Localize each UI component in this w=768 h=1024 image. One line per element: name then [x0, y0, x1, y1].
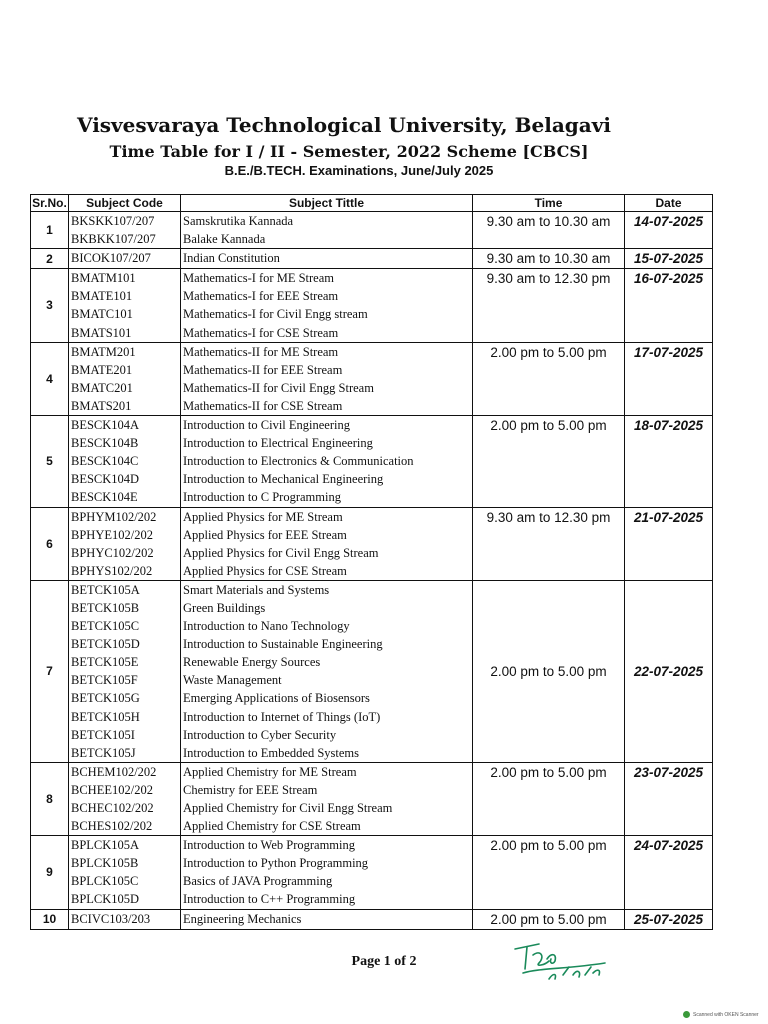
- row-time: 2.00 pm to 5.00 pm: [473, 836, 625, 909]
- row-srno: 10: [31, 909, 69, 929]
- scanner-watermark: [683, 1011, 759, 1018]
- row-date: 18-07-2025: [625, 416, 713, 507]
- subject-title: Applied Chemistry for Civil Engg Stream: [183, 801, 393, 815]
- row-subject-titles: [181, 342, 473, 415]
- row-time: 2.00 pm to 5.00 pm: [473, 909, 625, 929]
- row-time: 9.30 am to 10.30 am: [473, 249, 625, 269]
- row-subject-codes: [69, 416, 181, 507]
- subject-code: BKSKK107/207: [71, 214, 155, 228]
- subject-code: BPHYS102/202: [71, 563, 153, 578]
- subject-title: Emerging Applications of Biosensors: [183, 691, 370, 706]
- subject-title: Introduction to Cyber Security: [183, 727, 337, 742]
- timetable-title: Time Table for I / II - Semester, 2022 Scheme [CBCS]: [109, 142, 589, 161]
- subject-code: BICOK107/207: [71, 251, 151, 266]
- row-srno: 9: [31, 836, 69, 909]
- subject-code: BETCK105B: [71, 600, 140, 615]
- subject-title: Smart Materials and Systems: [183, 582, 330, 597]
- subject-code: BCHES102/202: [71, 819, 153, 834]
- subject-title: Mathematics-II for Civil Engg Stream: [183, 380, 374, 395]
- subject-code: BPLCK105A: [71, 838, 140, 853]
- subject-title: Introduction to Web Programming: [183, 838, 356, 853]
- subject-title: Mathematics-I for ME Stream: [183, 271, 334, 286]
- subject-code: BMATC201: [71, 380, 133, 395]
- row-subject-titles: [181, 836, 473, 909]
- subject-title: Applied Physics for CSE Stream: [183, 563, 347, 578]
- row-subject-titles: [181, 580, 473, 762]
- subject-title: Introduction to Civil Engineering: [183, 418, 350, 433]
- row-time: 9.30 am to 10.30 am: [473, 212, 625, 249]
- subject-code: BCHEC102/202: [71, 801, 154, 815]
- row-srno: 2: [31, 249, 69, 269]
- subject-title: Introduction to Nano Technology: [183, 619, 350, 634]
- subject-title: Mathematics-I for Civil Engg stream: [183, 307, 368, 322]
- subject-title: Introduction to Electrical Engineering: [183, 436, 373, 451]
- header-time: Time: [473, 195, 625, 212]
- subject-code: BPHYE102/202: [71, 527, 153, 542]
- subject-title: Introduction to Sustainable Engineering: [183, 637, 383, 652]
- subject-code: BPLCK105C: [71, 874, 139, 889]
- subject-code: BMATM101: [71, 271, 136, 286]
- row-srno: 8: [31, 762, 69, 835]
- subject-title: Chemistry for EEE Stream: [183, 782, 318, 797]
- subject-code: BPHYC102/202: [71, 545, 154, 560]
- subject-code: BESCK104C: [71, 454, 139, 469]
- row-subject-codes: [69, 909, 181, 929]
- subject-code: BPHYM102/202: [71, 509, 157, 524]
- row-srno: 1: [31, 212, 69, 249]
- row-time: 2.00 pm to 5.00 pm: [473, 342, 625, 415]
- timetable-table: [30, 194, 713, 930]
- header-subject-title: Subject Tittle: [181, 195, 473, 212]
- row-subject-titles: [181, 249, 473, 269]
- table-row: [31, 269, 713, 342]
- row-date: 25-07-2025: [625, 909, 713, 929]
- row-subject-codes: [69, 249, 181, 269]
- subject-code: BESCK104E: [71, 490, 138, 505]
- subject-title: Introduction to C Programming: [183, 490, 341, 505]
- row-date: 15-07-2025: [625, 249, 713, 269]
- row-date: 17-07-2025: [625, 342, 713, 415]
- subject-title: Balake Kannada: [183, 232, 266, 247]
- subject-title: Green Buildings: [183, 600, 266, 615]
- subject-code: BETCK105E: [71, 655, 139, 670]
- subject-title: Introduction to Electronics & Communication: [183, 454, 414, 469]
- university-title: Visvesvaraya Technological University, Belagavi: [77, 113, 611, 137]
- row-date: 24-07-2025: [625, 836, 713, 909]
- row-subject-codes: [69, 269, 181, 342]
- row-srno: 5: [31, 416, 69, 507]
- row-time: 2.00 pm to 5.00 pm: [473, 580, 625, 762]
- subject-code: BESCK104D: [71, 472, 140, 487]
- subject-code: BETCK105H: [71, 709, 140, 724]
- subject-code: BMATC101: [71, 307, 133, 322]
- subject-title: Introduction to Embedded Systems: [183, 745, 360, 760]
- row-time: 2.00 pm to 5.00 pm: [473, 762, 625, 835]
- subject-title: Engineering Mechanics: [183, 911, 302, 926]
- row-date: 23-07-2025: [625, 762, 713, 835]
- table-row: [31, 836, 713, 909]
- table-header-row: [31, 195, 713, 212]
- subject-title: Mathematics-II for EEE Stream: [183, 362, 343, 377]
- subject-code: BETCK105C: [71, 619, 140, 634]
- subject-code: BMATE101: [71, 289, 133, 304]
- signature-image: [505, 935, 615, 985]
- row-srno: 4: [31, 342, 69, 415]
- subject-code: BETCK105I: [71, 727, 135, 742]
- scanner-note: Scanned with OKEN Scanner: [693, 1011, 759, 1018]
- table-row: [31, 909, 713, 929]
- exam-title: B.E./B.TECH. Examinations, June/July 2025: [224, 163, 494, 178]
- subject-title: Mathematics-I for CSE Stream: [183, 325, 339, 340]
- subject-code: BETCK105A: [71, 582, 140, 597]
- subject-code: BMATE201: [71, 362, 133, 377]
- table-row: [31, 249, 713, 269]
- row-subject-codes: [69, 212, 181, 249]
- subject-title: Mathematics-II for ME Stream: [183, 344, 339, 359]
- subject-code: BKBKK107/207: [71, 232, 156, 247]
- header-subject-code: Subject Code: [69, 195, 181, 212]
- row-date: 21-07-2025: [625, 507, 713, 580]
- subject-title: Introduction to Mechanical Engineering: [183, 472, 384, 487]
- subject-title: Applied Chemistry for CSE Stream: [183, 819, 361, 834]
- row-subject-codes: [69, 342, 181, 415]
- subject-code: BETCK105J: [71, 745, 136, 760]
- subject-code: BCIVC103/203: [71, 911, 151, 926]
- table-row: [31, 342, 713, 415]
- subject-code: BMATM201: [71, 344, 136, 359]
- subject-code: BETCK105G: [71, 691, 140, 706]
- subject-title: Mathematics-II for CSE Stream: [183, 398, 343, 413]
- subject-title: Samskrutika Kannada: [183, 214, 294, 228]
- row-subject-codes: [69, 762, 181, 835]
- row-time: 9.30 am to 12.30 pm: [473, 269, 625, 342]
- header-date: Date: [625, 195, 713, 212]
- subject-title: Mathematics-I for EEE Stream: [183, 289, 339, 304]
- subject-title: Applied Chemistry for ME Stream: [183, 764, 357, 779]
- row-subject-titles: [181, 762, 473, 835]
- row-date: 16-07-2025: [625, 269, 713, 342]
- row-srno: 7: [31, 580, 69, 762]
- row-subject-titles: [181, 507, 473, 580]
- row-date: 22-07-2025: [625, 580, 713, 762]
- subject-code: BPLCK105B: [71, 856, 139, 871]
- subject-code: BPLCK105D: [71, 892, 140, 907]
- header-srno: Sr.No.: [32, 196, 67, 210]
- scanner-logo-icon: [683, 1011, 690, 1018]
- subject-title: Applied Physics for Civil Engg Stream: [183, 545, 379, 560]
- table-row: [31, 416, 713, 507]
- subject-code: BCHEM102/202: [71, 764, 157, 779]
- row-subject-titles: [181, 909, 473, 929]
- row-subject-codes: [69, 836, 181, 909]
- row-subject-titles: [181, 212, 473, 249]
- page-number: Page 1 of 2: [351, 954, 417, 969]
- row-date: 14-07-2025: [625, 212, 713, 249]
- subject-code: BETCK105F: [71, 673, 138, 688]
- subject-title: Basics of JAVA Programming: [183, 874, 333, 889]
- subject-code: BETCK105D: [71, 637, 140, 652]
- subject-title: Introduction to C++ Programming: [183, 892, 356, 907]
- subject-title: Waste Management: [183, 673, 282, 688]
- subject-title: Renewable Energy Sources: [183, 655, 321, 670]
- row-subject-titles: [181, 269, 473, 342]
- row-time: 9.30 am to 12.30 pm: [473, 507, 625, 580]
- row-subject-codes: [69, 580, 181, 762]
- row-subject-codes: [69, 507, 181, 580]
- subject-title: Introduction to Internet of Things (IoT): [183, 709, 381, 724]
- table-row: [31, 507, 713, 580]
- subject-code: BMATS201: [71, 398, 132, 413]
- subject-code: BCHEE102/202: [71, 782, 153, 797]
- table-row: [31, 212, 713, 249]
- subject-code: BMATS101: [71, 325, 132, 340]
- row-srno: 3: [31, 269, 69, 342]
- subject-code: BESCK104A: [71, 418, 140, 433]
- row-time: 2.00 pm to 5.00 pm: [473, 416, 625, 507]
- subject-code: BESCK104B: [71, 436, 139, 451]
- row-srno: 6: [31, 507, 69, 580]
- subject-title: Indian Constitution: [183, 251, 280, 266]
- table-row: [31, 580, 713, 762]
- subject-title: Applied Physics for EEE Stream: [183, 527, 347, 542]
- subject-title: Applied Physics for ME Stream: [183, 509, 343, 524]
- row-subject-titles: [181, 416, 473, 507]
- subject-title: Introduction to Python Programming: [183, 856, 369, 871]
- table-row: [31, 762, 713, 835]
